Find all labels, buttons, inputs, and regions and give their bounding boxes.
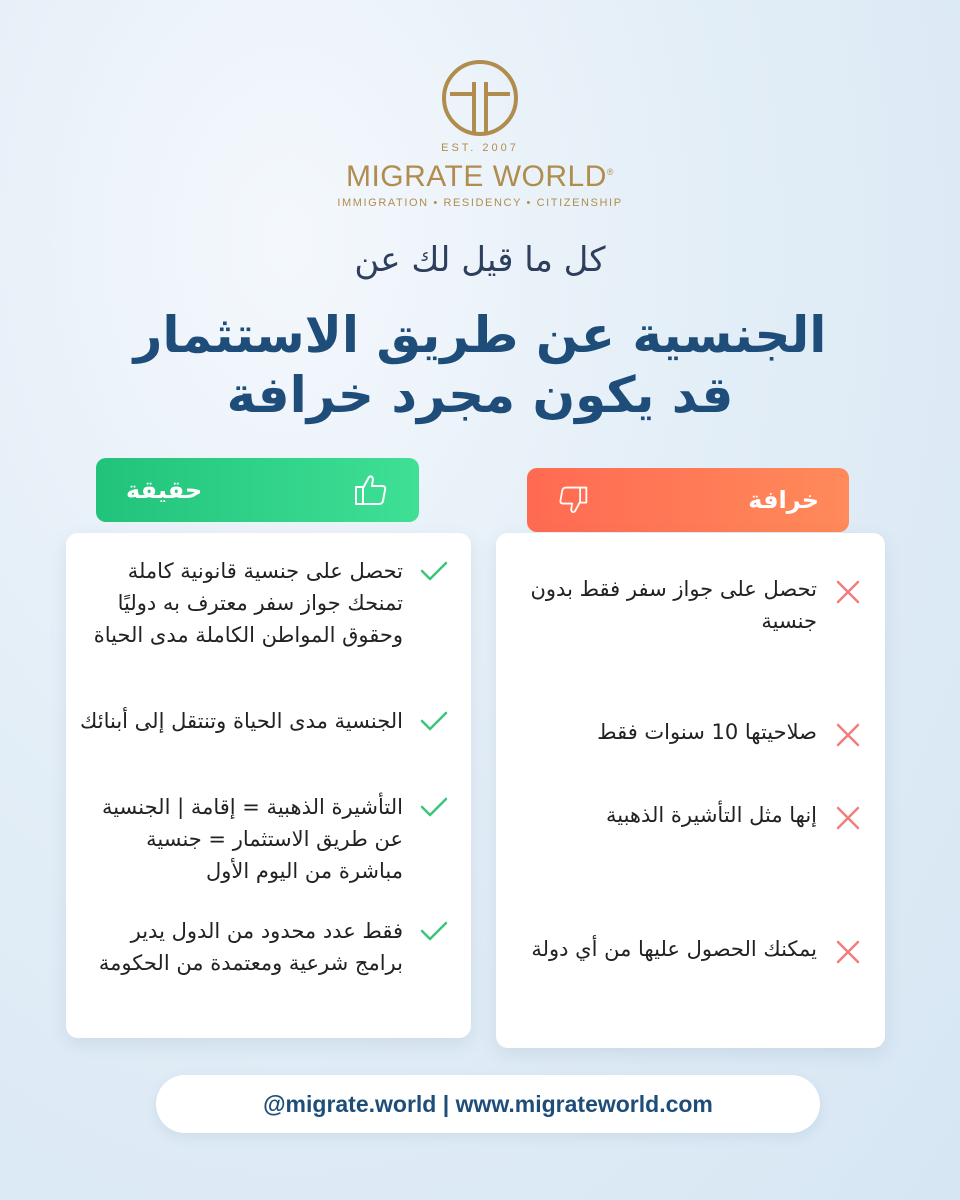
- check-icon: [413, 915, 449, 947]
- myth-tag-label: خرافة: [748, 486, 819, 514]
- myth-item: [523, 573, 863, 637]
- logo-brand-name: MIGRATE WORLD®: [345, 160, 615, 193]
- thumbs-up-icon: [353, 472, 389, 508]
- myth-item-text: يمكنك الحصول عليها من أي دولة: [531, 937, 817, 961]
- cross-icon: [827, 573, 863, 611]
- myth-item: [523, 933, 863, 971]
- logo-tagline: IMMIGRATION • RESIDENCY • CITIZENSHIP: [337, 197, 623, 209]
- headline-line-1: الجنسية عن طريق الاستثمار: [133, 306, 827, 364]
- check-icon: [413, 791, 449, 823]
- logo-est: EST. 2007: [441, 142, 519, 154]
- myth-item-text: إنها مثل التأشيرة الذهبية: [605, 803, 817, 827]
- check-icon: [413, 705, 449, 737]
- fact-item: [79, 791, 449, 887]
- fact-item: [79, 705, 449, 737]
- fact-card: [66, 533, 471, 1038]
- cross-icon: [827, 933, 863, 971]
- cross-icon: [827, 716, 863, 754]
- myth-item-text: تحصل على جواز سفر فقط بدون جنسية: [530, 577, 817, 633]
- subtitle: كل ما قيل لك عن: [354, 240, 606, 280]
- fact-item-text: التأشيرة الذهبية = إقامة | الجنسية عن طريق الاستثمار = جنسية مباشرة من اليوم الأول: [101, 795, 403, 883]
- brand-logo: [0, 58, 960, 209]
- check-icon: [413, 555, 449, 587]
- fact-tag-label: حقيقة: [126, 476, 203, 504]
- fact-item: [79, 915, 449, 979]
- headline: [0, 305, 960, 425]
- cross-icon: [827, 799, 863, 837]
- myth-tag: [527, 468, 849, 532]
- logo-emblem-icon: [440, 58, 520, 138]
- fact-item-text: فقط عدد محدود من الدول يدير برامج شرعية ومعتمدة من الحكومة: [98, 919, 403, 975]
- myth-card: [496, 533, 885, 1048]
- fact-item: [79, 555, 449, 651]
- footer-contact[interactable]: @migrate.world | www.migrateworld.com: [156, 1075, 820, 1133]
- thumbs-down-icon: [557, 484, 589, 516]
- myth-item: [523, 799, 863, 837]
- fact-item-text: تحصل على جنسية قانونية كاملة تمنحك جواز سفر معترف به دوليًا وحقوق المواطن الكاملة مدى الحياة: [93, 559, 403, 647]
- myth-item-text: صلاحيتها 10 سنوات فقط: [597, 720, 817, 744]
- fact-tag: [96, 458, 419, 522]
- headline-line-2: قد يكون مجرد خرافة: [226, 366, 734, 424]
- myth-item: [523, 716, 863, 754]
- fact-item-text: الجنسية مدى الحياة وتنتقل إلى أبنائك: [80, 709, 403, 733]
